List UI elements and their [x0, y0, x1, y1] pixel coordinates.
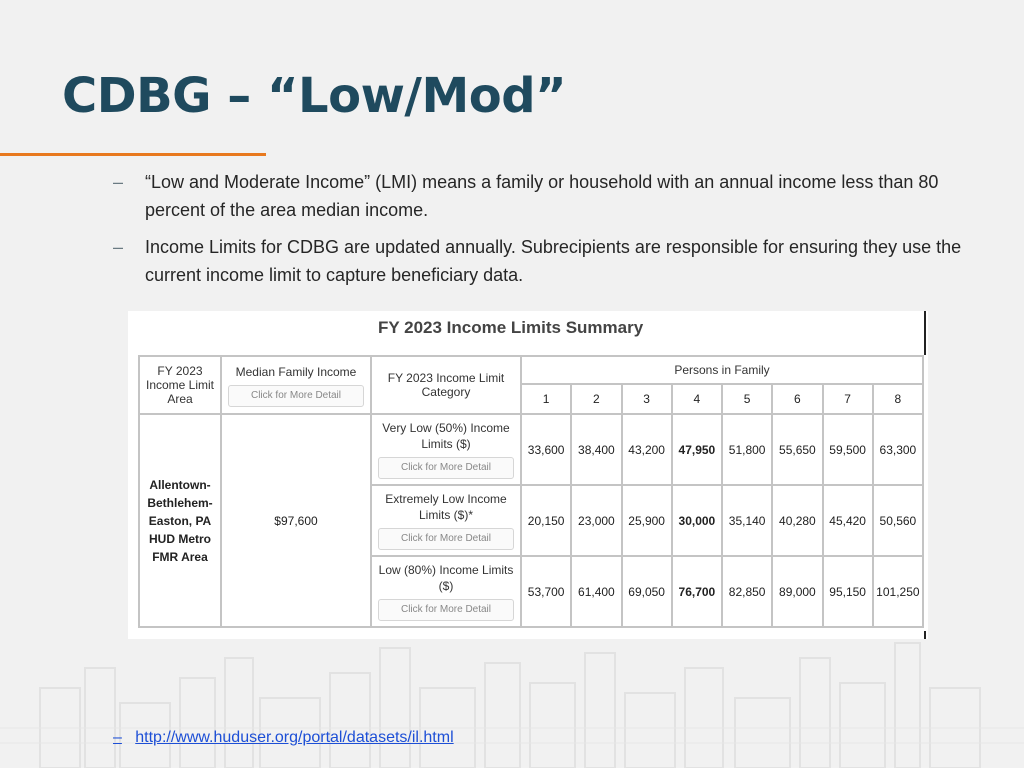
title-underline — [0, 153, 266, 156]
category-label: Extremely Low Income Limits ($)* — [385, 492, 507, 522]
person-count-header: 6 — [772, 384, 822, 414]
person-count-header: 8 — [873, 384, 923, 414]
table-cell: 95,150 — [823, 556, 873, 627]
category-label: Low (80%) Income Limits ($) — [378, 563, 514, 593]
table-cell: 45,420 — [823, 485, 873, 556]
person-count-header: 1 — [521, 384, 571, 414]
low-more-detail-button[interactable]: Click for More Detail — [378, 599, 514, 621]
bullet-item — [113, 233, 973, 289]
bullet-dash: – — [113, 237, 124, 257]
person-count-header: 5 — [722, 384, 772, 414]
person-count-header: 4 — [672, 384, 722, 414]
person-count-header: 2 — [571, 384, 621, 414]
header-income-limit-category: FY 2023 Income Limit Category — [371, 356, 521, 414]
frame-edge — [924, 311, 926, 355]
table-cell: 30,000 — [672, 485, 722, 556]
person-count-header: 3 — [622, 384, 672, 414]
table-cell: 69,050 — [622, 556, 672, 627]
table-cell: 40,280 — [772, 485, 822, 556]
frame-edge — [924, 631, 926, 639]
person-count-header: 7 — [823, 384, 873, 414]
very-low-more-detail-button[interactable]: Click for More Detail — [378, 457, 514, 479]
income-limits-screenshot — [128, 311, 928, 639]
extremely-low-more-detail-button[interactable]: Click for More Detail — [378, 528, 514, 550]
table-cell: 25,900 — [622, 485, 672, 556]
area-name-cell: Allentown-Bethlehem-Easton, PA HUD Metro FMR Area — [139, 414, 221, 627]
table-cell: 59,500 — [823, 414, 873, 485]
table-cell: 53,700 — [521, 556, 571, 627]
header-income-limit-area: FY 2023 Income Limit Area — [139, 356, 221, 414]
category-very-low — [371, 414, 521, 485]
table-cell: 43,200 — [622, 414, 672, 485]
category-extremely-low — [371, 485, 521, 556]
median-income-cell: $97,600 — [221, 414, 371, 627]
table-cell: 47,950 — [672, 414, 722, 485]
footer-dash: – — [113, 729, 122, 746]
table-cell: 63,300 — [873, 414, 923, 485]
table-cell: 35,140 — [722, 485, 772, 556]
category-label: Very Low (50%) Income Limits ($) — [382, 421, 510, 451]
table-cell: 23,000 — [571, 485, 621, 556]
category-low — [371, 556, 521, 627]
table-cell: 33,600 — [521, 414, 571, 485]
income-limits-table — [138, 355, 924, 628]
income-limits-title: FY 2023 Income Limits Summary — [378, 318, 644, 337]
bullet-text-income-limits: Income Limits for CDBG are updated annually. Subrecipients are responsible for ensuring they use the current income limit to capture beneficiary data. — [145, 237, 962, 285]
table-cell: 50,560 — [873, 485, 923, 556]
median-more-detail-button[interactable]: Click for More Detail — [228, 385, 364, 407]
table-cell: 38,400 — [571, 414, 621, 485]
table-cell: 55,650 — [772, 414, 822, 485]
table-cell: 101,250 — [873, 556, 923, 627]
table-cell: 89,000 — [772, 556, 822, 627]
city-skyline-background — [0, 628, 1024, 768]
huduser-link[interactable]: http://www.huduser.org/portal/datasets/il.html — [135, 729, 454, 746]
table-cell: 20,150 — [521, 485, 571, 556]
table-cell: 82,850 — [722, 556, 772, 627]
table-cell: 51,800 — [722, 414, 772, 485]
header-persons-in-family: Persons in Family — [521, 356, 923, 384]
bullet-list — [113, 168, 973, 298]
bullet-dash: – — [113, 172, 124, 192]
bullet-text-lmi-definition: “Low and Moderate Income” (LMI) means a family or household with an annual income less than 80 percent of the area median income. — [145, 172, 939, 220]
table-cell: 61,400 — [571, 556, 621, 627]
bullet-item — [113, 168, 973, 224]
footer-link[interactable] — [113, 729, 454, 747]
slide-title: CDBG – “Low/Mod” — [62, 68, 567, 124]
table-cell: 76,700 — [672, 556, 722, 627]
header-median-family-income — [221, 356, 371, 414]
header-median-label: Median Family Income — [235, 364, 357, 379]
